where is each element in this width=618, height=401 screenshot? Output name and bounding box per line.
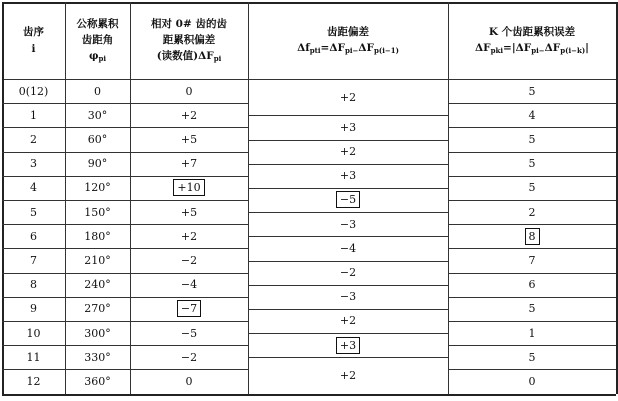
cell-k-deviation-value: 5 [528, 302, 536, 316]
cell-tooth [2, 369, 65, 393]
cell-tooth-value: 2 [30, 132, 37, 146]
cell-dev-value: −2 [180, 253, 198, 267]
header-col5-line: $\Delta F_{pki}=|\Delta F_{pi-}\Delta F_{p(i-k)}|$ [475, 42, 589, 56]
header-col1-line: i [31, 42, 36, 55]
cell-tooth [2, 152, 65, 176]
cell-dev [130, 79, 248, 103]
cell-dev-value: 0 [185, 84, 193, 98]
cell-pitch-deviation-value: +2 [339, 145, 357, 159]
cell-angle-value: 270° [84, 302, 111, 316]
cell-tooth [2, 248, 65, 272]
cell-tooth [2, 127, 65, 151]
cell-k-deviation-value: 7 [528, 253, 536, 267]
cell-dev [130, 176, 248, 200]
cell-k-deviation [448, 297, 616, 321]
cell-dev-value: +7 [180, 157, 198, 171]
cell-k-deviation [448, 176, 616, 200]
header-col3-line: 距累积偏差 [162, 34, 216, 47]
header-col3-line: 相对 0# 齿的齿 [151, 17, 227, 30]
cell-k-deviation [448, 321, 616, 345]
cell-pitch-deviation-value: +3 [339, 120, 357, 134]
cell-dev-value: +5 [180, 205, 198, 219]
cell-tooth [2, 103, 65, 127]
cell-dev [130, 321, 248, 345]
cell-dev [130, 345, 248, 369]
cell-dev-value: −4 [180, 278, 198, 292]
cell-pitch-deviation [248, 212, 448, 236]
cell-tooth-value: 11 [26, 350, 41, 364]
cell-pitch-deviation [248, 285, 448, 309]
cell-dev [130, 297, 248, 321]
cell-angle-value: 330° [84, 350, 111, 364]
cell-pitch-deviation-value: +2 [339, 368, 357, 382]
cell-tooth [2, 273, 65, 297]
header-col2-line: 齿距角 [81, 34, 114, 47]
cell-dev-value: +2 [180, 108, 198, 122]
cell-angle-value: 240° [84, 278, 111, 292]
cell-dev-value: −5 [180, 326, 198, 340]
cell-pitch-deviation-value: +3 [339, 169, 357, 183]
cell-tooth-value: 8 [30, 278, 37, 292]
cell-dev [130, 103, 248, 127]
header-col5-line: K 个齿距累积误差 [488, 25, 576, 38]
cell-k-deviation-value: 1 [528, 326, 536, 340]
cell-angle [65, 297, 130, 321]
header-col1 [2, 2, 65, 79]
cell-k-deviation [448, 79, 616, 103]
cell-angle [65, 224, 130, 248]
header-col4-line: 齿距偏差 [327, 25, 369, 38]
cell-angle-value: 180° [84, 229, 111, 243]
header-col3 [130, 2, 248, 79]
cell-tooth-value: 7 [30, 253, 37, 267]
cell-angle [65, 152, 130, 176]
cell-k-deviation-value: 4 [528, 108, 536, 122]
cell-tooth [2, 176, 65, 200]
cell-dev [130, 152, 248, 176]
header-col1-line: 齿序 [23, 26, 44, 39]
cell-tooth [2, 321, 65, 345]
cell-angle-value: 300° [84, 326, 111, 340]
cell-k-deviation-value: 5 [528, 157, 536, 171]
cell-angle-value: 90° [87, 157, 108, 171]
cell-angle [65, 200, 130, 224]
header-col4-line: $\Delta f_{pti}=\Delta F_{pi-}\Delta F_{p(i-1)}$ [297, 42, 399, 56]
cell-k-deviation [448, 200, 616, 224]
cell-tooth [2, 200, 65, 224]
cell-k-deviation-value: 8 [525, 228, 540, 245]
cell-k-deviation [448, 345, 616, 369]
cell-angle [65, 369, 130, 393]
cell-tooth [2, 224, 65, 248]
cell-tooth-value: 6 [30, 229, 37, 243]
cell-tooth [2, 345, 65, 369]
header-col2 [65, 2, 130, 79]
cell-k-deviation [448, 103, 616, 127]
cell-angle [65, 321, 130, 345]
cell-angle-value: 0 [94, 84, 101, 98]
cell-pitch-deviation-value: −4 [339, 241, 357, 255]
cell-pitch-deviation [248, 261, 448, 285]
header-col3-line: (读数值)$\Delta F_{pi}$ [156, 50, 222, 64]
cell-k-deviation [448, 369, 616, 393]
cell-k-deviation-value: 0 [528, 374, 536, 388]
cell-pitch-deviation [248, 236, 448, 260]
cell-pitch-deviation-value: −2 [339, 266, 357, 280]
cell-angle-value: 30° [87, 108, 108, 122]
cell-angle [65, 248, 130, 272]
cell-angle-value: 210° [84, 253, 111, 267]
cell-pitch-deviation-value: +2 [339, 314, 357, 328]
cell-angle [65, 273, 130, 297]
cell-pitch-deviation [248, 140, 448, 164]
cell-tooth-value: 1 [30, 108, 37, 122]
cell-pitch-deviation [248, 79, 448, 115]
cell-angle-value: 360° [84, 374, 111, 388]
cell-dev [130, 248, 248, 272]
cell-pitch-deviation-value: −3 [339, 217, 357, 231]
cell-tooth-value: 9 [30, 302, 37, 316]
cell-angle-value: 120° [84, 181, 111, 195]
cell-k-deviation-value: 5 [528, 350, 536, 364]
cell-angle [65, 127, 130, 151]
cell-dev-value: +5 [180, 132, 198, 146]
cell-pitch-deviation [248, 115, 448, 139]
header-col2-line: $\varphi_{pi}$ [88, 50, 107, 64]
cell-dev [130, 200, 248, 224]
cell-pitch-deviation-value: +3 [336, 337, 360, 354]
cell-dev-value: −7 [177, 300, 201, 317]
cell-pitch-deviation-value: −3 [339, 290, 357, 304]
cell-pitch-deviation-value: −5 [336, 191, 360, 208]
header-col4 [248, 2, 448, 79]
cell-tooth [2, 297, 65, 321]
cell-dev-value: +2 [180, 229, 198, 243]
cell-pitch-deviation [248, 188, 448, 212]
cell-tooth-value: 0(12) [18, 84, 49, 98]
cell-k-deviation [448, 152, 616, 176]
cell-dev-value: −2 [180, 350, 198, 364]
cell-k-deviation [448, 224, 616, 248]
cell-angle [65, 176, 130, 200]
cell-dev-value: 0 [185, 374, 193, 388]
cell-tooth-value: 10 [26, 326, 41, 340]
cell-dev [130, 273, 248, 297]
cell-k-deviation-value: 2 [528, 205, 536, 219]
cell-angle [65, 345, 130, 369]
cell-tooth-value: 12 [26, 374, 41, 388]
cell-dev [130, 127, 248, 151]
cell-k-deviation [448, 127, 616, 151]
cell-k-deviation-value: 5 [528, 132, 536, 146]
cell-tooth-value: 5 [30, 205, 37, 219]
table-bottom-border [2, 394, 616, 396]
cell-tooth-value: 4 [30, 181, 37, 195]
cell-angle-value: 150° [84, 205, 111, 219]
cell-dev [130, 369, 248, 393]
cell-tooth-value: 3 [30, 157, 37, 171]
cell-dev [130, 224, 248, 248]
header-col2-line: 公称累积 [76, 17, 119, 30]
cell-angle [65, 103, 130, 127]
cell-pitch-deviation [248, 164, 448, 188]
header-col5 [448, 2, 616, 79]
cell-k-deviation [448, 273, 616, 297]
cell-tooth [2, 79, 65, 103]
cell-pitch-deviation [248, 357, 448, 393]
cell-angle-value: 60° [87, 132, 108, 146]
cell-dev-value: +10 [173, 179, 204, 196]
cell-k-deviation [448, 248, 616, 272]
cell-pitch-deviation [248, 309, 448, 333]
cell-k-deviation-value: 5 [528, 84, 536, 98]
cell-pitch-deviation-value: +2 [339, 90, 357, 104]
cell-k-deviation-value: 6 [528, 278, 536, 292]
cell-k-deviation-value: 5 [528, 181, 536, 195]
cell-angle [65, 79, 130, 103]
cell-pitch-deviation [248, 333, 448, 357]
